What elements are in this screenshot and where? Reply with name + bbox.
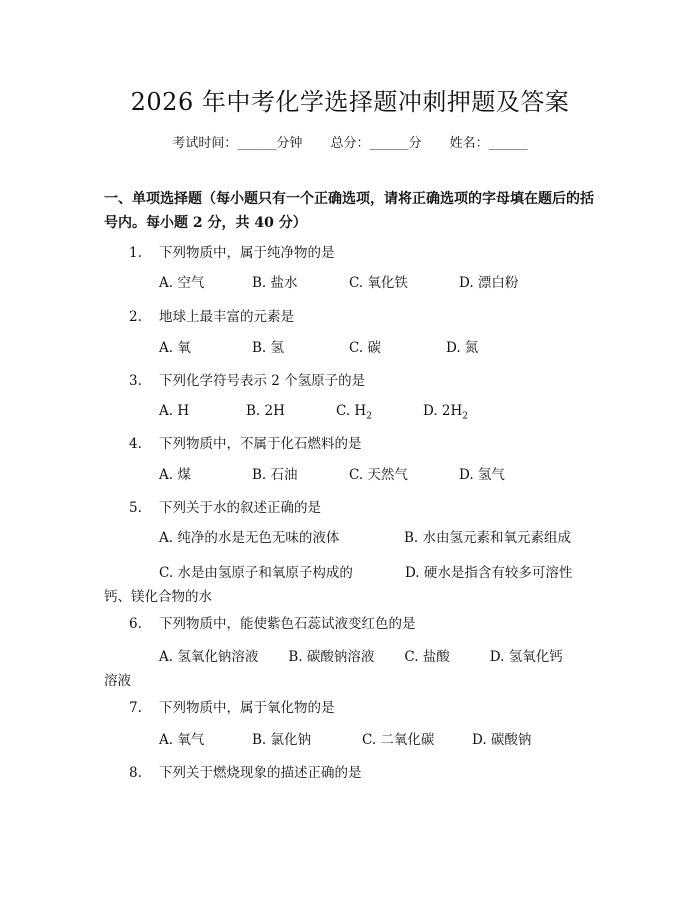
option-a: A. 氧 — [159, 340, 191, 356]
question-text: 下列关于燃烧现象的描述正确的是 — [159, 765, 362, 781]
option-d: D. 氢氧化钙溶液 — [104, 649, 563, 689]
total-score-field: 总分：______分 — [330, 136, 422, 151]
option-b: B. 水由氢元素和氧元素组成 — [404, 530, 572, 546]
option-a: A. H — [159, 403, 190, 419]
question-text: 地球上最丰富的元素是 — [159, 309, 294, 325]
option-d: D. 氢气 — [459, 467, 505, 483]
question-text: 下列物质中，属于氧化物的是 — [159, 700, 335, 716]
subscript-2: 2 — [462, 411, 469, 422]
option-c: C. 盐酸 — [404, 649, 450, 665]
name-field: 姓名：______ — [449, 136, 528, 151]
question-5-options-row2 — [104, 561, 574, 609]
option-d: D. 碳酸钠 — [472, 732, 532, 748]
option-a: A. 氧气 — [159, 732, 205, 748]
question-number: 6. — [129, 616, 142, 632]
question-number: 3. — [129, 373, 142, 389]
option-a: A. 氢氧化钠溶液 — [159, 649, 259, 665]
question-text: 下列物质中，属于纯净物的是 — [159, 245, 335, 261]
option-c: C. 水是由氢原子和氧原子构成的 — [159, 565, 353, 581]
option-c: C. $H_2$ — [336, 403, 372, 422]
option-d: D. 漂白粉 — [459, 275, 519, 291]
option-c: C. 氧化铁 — [349, 275, 408, 291]
option-d: D. $2H_2$ — [423, 403, 469, 422]
question-number: 4. — [129, 436, 142, 452]
question-text: 下列关于水的叙述正确的是 — [159, 500, 321, 516]
option-b: B. 氢 — [252, 340, 285, 356]
exam-time-field: 考试时间：______分钟 — [172, 136, 303, 151]
option-c: C. 天然气 — [349, 467, 408, 483]
question-text: 下列物质中，不属于化石燃料的是 — [159, 436, 362, 452]
option-b: B. 盐水 — [252, 275, 298, 291]
option-b: B. 氯化钠 — [252, 732, 312, 748]
question-6-options — [104, 645, 574, 693]
question-number: 8. — [129, 765, 142, 781]
option-a: A. 煤 — [159, 467, 191, 483]
option-a: A. 纯净的水是无色无味的液体 — [159, 530, 340, 546]
question-text: 下列化学符号表示 2 个氢原子的是 — [159, 373, 366, 389]
option-b: B. 碳酸钠溶液 — [288, 649, 375, 665]
option-d: D. 硬水是指含有较多可溶性钙、镁化合物的水 — [104, 565, 573, 605]
question-number: 7. — [129, 700, 142, 716]
option-a: A. 空气 — [159, 275, 205, 291]
question-number: 2. — [129, 309, 142, 325]
page-title: 2026 年中考化学选择题冲刺押题及答案 — [130, 88, 570, 116]
option-d: D. 氮 — [446, 340, 479, 356]
exam-info-line — [0, 132, 700, 151]
question-number: 1. — [129, 245, 142, 261]
subscript-2: 2 — [366, 411, 372, 422]
option-b: B. 2H — [246, 403, 285, 419]
option-c: C. 二氧化碳 — [362, 732, 435, 748]
option-c: C. 碳 — [349, 340, 381, 356]
section-heading: 一、单项选择题（每小题只有一个正确选项，请将正确选项的字母填在题后的括号内。每小题 2 分，共 40 分） — [104, 191, 594, 231]
question-number: 5. — [129, 500, 142, 516]
question-text: 下列物质中，能使紫色石蕊试液变红色的是 — [159, 616, 416, 632]
option-b: B. 石油 — [252, 467, 298, 483]
